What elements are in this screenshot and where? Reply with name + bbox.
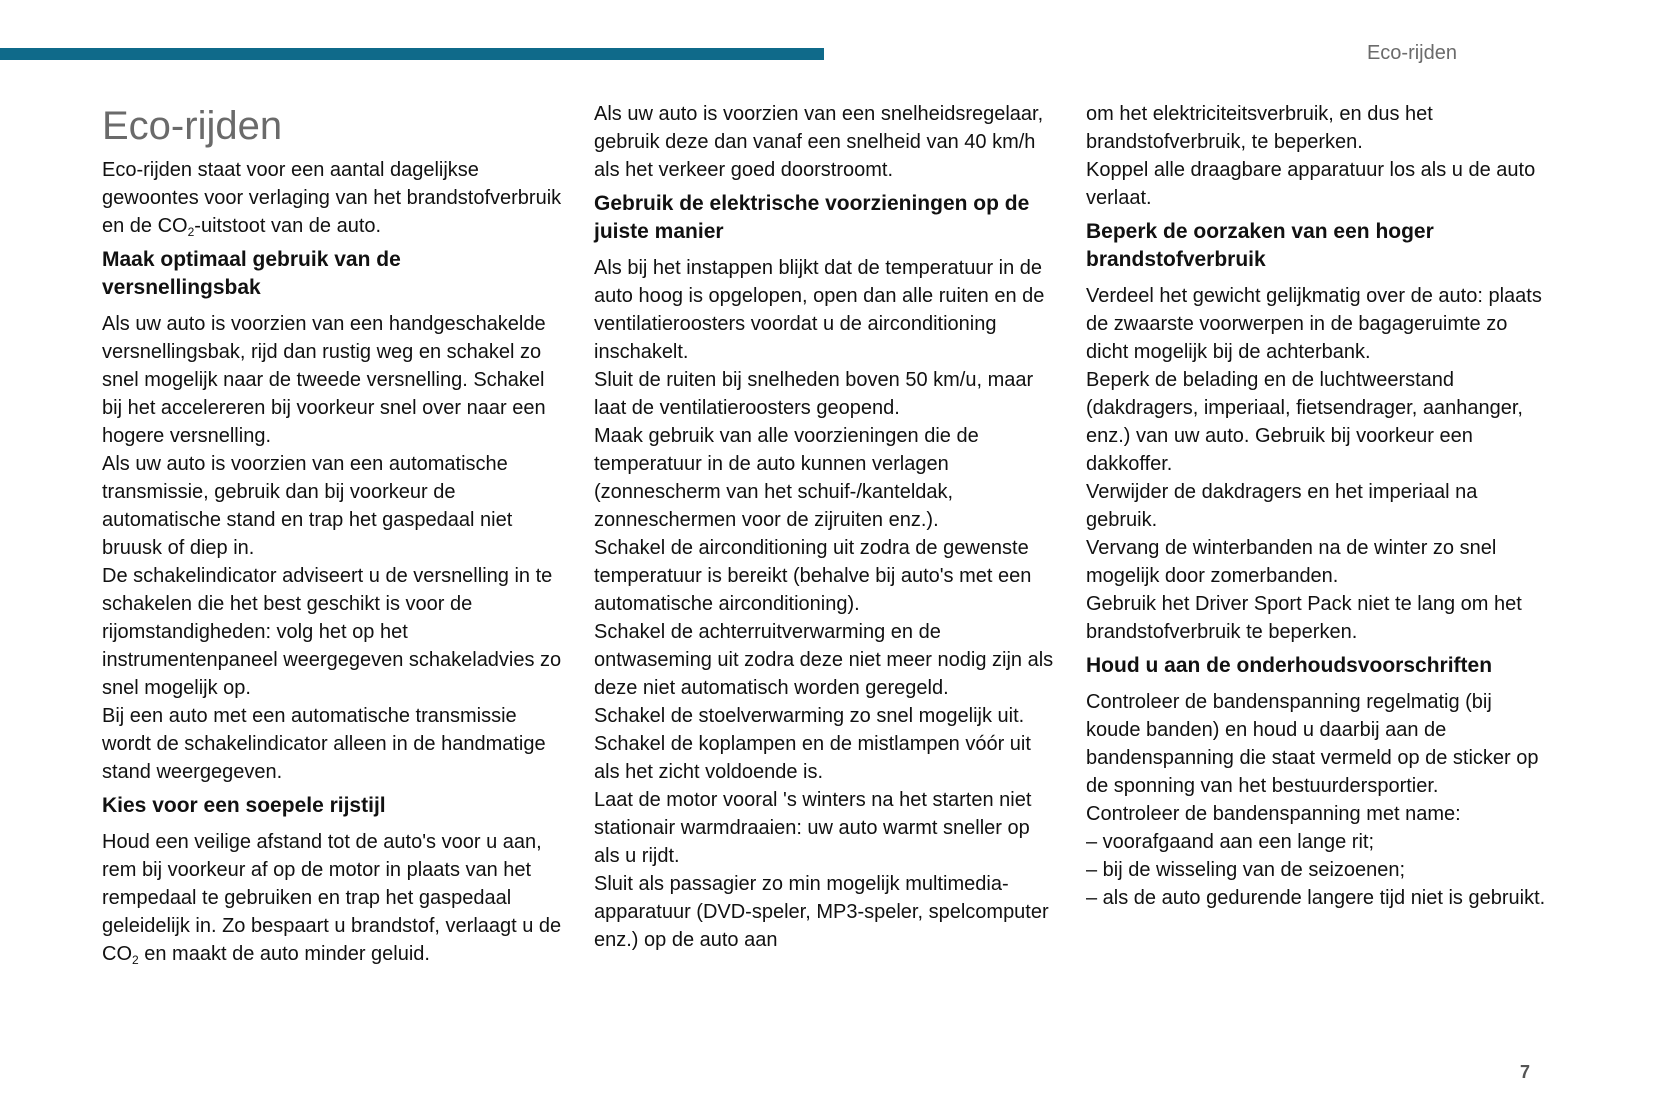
list-item: – voorafgaand aan een lange rit; [1086, 831, 1374, 853]
heading-gearbox: Maak optimaal gebruik van de versnellingsbak [102, 248, 401, 299]
paragraph: Koppel alle draagbare apparatuur los als u de auto verlaat. [1086, 159, 1536, 209]
heading-style: Kies voor een soepele rijstijl [102, 794, 386, 817]
subscript: 2 [187, 225, 195, 239]
paragraph: Schakel de airconditioning uit zodra de gewenste temperatuur is bereikt (behalve bij auto's met een automatische airconditioning). [594, 537, 1032, 615]
column-3 [1086, 100, 1546, 912]
paragraph: Beperk de belading en de luchtweerstand (dakdragers, imperiaal, fietsendrager, aanhanger, enz.) van uw auto. Gebruik bij voorkeur een dakkoffer. [1086, 369, 1523, 475]
page-number: 7 [1519, 1062, 1530, 1082]
paragraph: Bij een auto met een automatische transmissie wordt de schakelindicator alleen in de handmatige stand weergegeven. [102, 705, 546, 783]
intro-text: Eco-rijden staat voor een aantal dagelijkse gewoontes voor verlaging van het brandstofverbruik en de CO [102, 159, 562, 237]
column-1 [102, 100, 562, 968]
paragraph: Schakel de achterruitverwarming en de ontwaseming uit zodra deze niet meer nodig zijn als deze niet automatisch worden geregeld. [594, 621, 1054, 699]
list-item: – bij de wisseling van de seizoenen; [1086, 859, 1406, 881]
paragraph: Als bij het instappen blijkt dat de temperatuur in de auto hoog is opgelopen, open dan alle ruiten en de ventilatieroosters voordat u de airconditioning inschakelt. [594, 257, 1045, 363]
paragraph: Verdeel het gewicht gelijkmatig over de auto: plaats de zwaarste voorwerpen in de bagageruimte zo dicht mogelijk bij de achterbank. [1086, 285, 1542, 363]
heading-electric: Gebruik de elektrische voorzieningen op de juiste manier [594, 192, 1030, 243]
heading-causes: Beperk de oorzaken van een hoger brandstofverbruik [1086, 220, 1434, 271]
paragraph [102, 828, 562, 968]
paragraph: Sluit de ruiten bij snelheden boven 50 km/u, maar laat de ventilatieroosters geopend. [594, 369, 1034, 419]
paragraph: Laat de motor vooral 's winters na het starten niet stationair warmdraaien: uw auto warmt sneller op als u rijdt. [594, 789, 1032, 867]
paragraph: Sluit als passagier zo min mogelijk multimedia-apparatuur (DVD-speler, MP3-speler, spelcomputer enz.) op de auto aan [594, 873, 1049, 951]
heading-maintenance: Houd u aan de onderhoudsvoorschriften [1086, 654, 1493, 677]
page-title: Eco-rijden [102, 104, 283, 148]
paragraph: Controleer de bandenspanning regelmatig (bij koude banden) en houd u daarbij aan de bandenspanning die staat vermeld op de sticker op de sponning van het bestuurdersportier. [1086, 691, 1539, 797]
column-2 [594, 100, 1054, 954]
paragraph: Als uw auto is voorzien van een snelheidsregelaar, gebruik deze dan vanaf een snelheid van 40 km/h als het verkeer goed doorstroomt. [594, 103, 1044, 181]
paragraph: Als uw auto is voorzien van een handgeschakelde versnellingsbak, rijd dan rustig weg en schakel zo snel mogelijk naar de tweede versnelling. Schakel bij het accelereren bij voorkeur snel over naar een hogere versnelling. [102, 313, 546, 447]
paragraph: Verwijder de dakdragers en het imperiaal na gebruik. [1086, 481, 1478, 531]
intro-text-end: -uitstoot van de auto. [194, 215, 382, 237]
paragraph: Als uw auto is voorzien van een automatische transmissie, gebruik dan bij voorkeur de automatische stand en trap het gaspedaal niet bruusk of diep in. [102, 453, 513, 559]
paragraph: Vervang de winterbanden na de winter zo snel mogelijk door zomerbanden. [1086, 537, 1497, 587]
style-text-end: en maakt de auto minder geluid. [138, 943, 430, 965]
paragraph: Gebruik het Driver Sport Pack niet te lang om het brandstofverbruik te beperken. [1086, 593, 1522, 643]
paragraph: De schakelindicator adviseert u de versnelling in te schakelen die het best geschikt is voor de rijomstandigheden: volg het op het instrumentenpaneel weergegeven schakeladvies zo snel mogelijk op. [102, 565, 562, 699]
subscript: 2 [132, 953, 139, 967]
list-item: – als de auto gedurende langere tijd niet is gebruikt. [1086, 887, 1546, 909]
paragraph: Maak gebruik van alle voorzieningen die de temperatuur in de auto kunnen verlagen (zonnescherm van het schuif-/kanteldak, zonneschermen voor de zijruiten enz.). [594, 425, 979, 531]
header-accent-bar [0, 48, 824, 60]
paragraph: om het elektriciteitsverbruik, en dus het brandstofverbruik, te beperken. [1086, 103, 1433, 153]
intro-paragraph [102, 156, 562, 240]
paragraph: Schakel de stoelverwarming zo snel mogelijk uit. [594, 705, 1025, 727]
running-head: Eco-rijden [1366, 42, 1457, 64]
paragraph: Controleer de bandenspanning met name: [1086, 803, 1461, 825]
paragraph: Schakel de koplampen en de mistlampen vóór uit als het zicht voldoende is. [594, 733, 1031, 783]
style-text: Houd een veilige afstand tot de auto's voor u aan, rem bij voorkeur af op de motor in plaats van het rempedaal te gebruiken en trap het gaspedaal geleidelijk in. Zo bespaart u brandstof, verlaagt u de CO [102, 831, 562, 965]
